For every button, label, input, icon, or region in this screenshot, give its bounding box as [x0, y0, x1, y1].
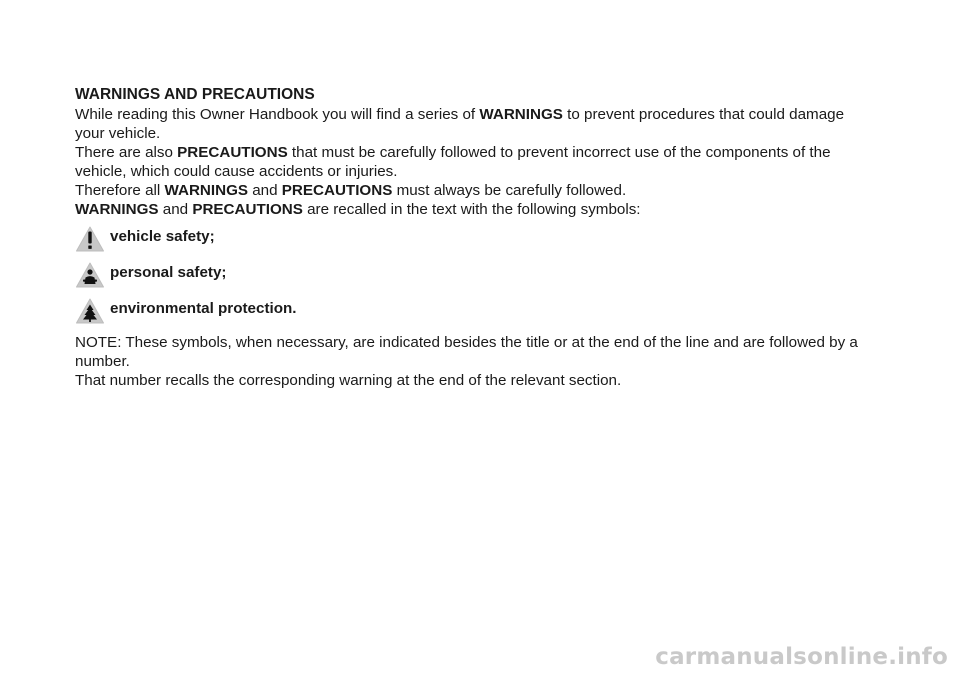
precautions-term: PRECAUTIONS	[192, 201, 303, 218]
symbol-label: personal safety;	[110, 263, 227, 281]
symbol-label: vehicle safety;	[110, 227, 215, 245]
symbol-row-vehicle-safety	[75, 223, 875, 255]
precautions-paragraph: There are also PRECAUTIONS that must be carefully followed to prevent incorrect use of the components of the vehicle, which could cause accidents or injuries.	[75, 144, 831, 180]
note-block	[75, 333, 875, 390]
note-line: That number recalls the corresponding warning at the end of the relevant section.	[75, 372, 622, 389]
watermark: carmanualsonline.info	[655, 644, 948, 670]
tree-warning-icon	[75, 297, 105, 325]
person-warning-icon	[75, 261, 105, 289]
section-heading: WARNINGS AND PRECAUTIONS	[75, 86, 315, 103]
symbols-intro-paragraph: WARNINGS and PRECAUTIONS are recalled in the text with the following symbols:	[75, 201, 641, 218]
warnings-term: WARNINGS	[164, 182, 249, 199]
symbol-label: environmental protection.	[110, 299, 297, 317]
symbol-row-personal-safety	[75, 259, 875, 291]
exclamation-warning-icon	[75, 225, 105, 253]
follow-paragraph: Therefore all WARNINGS and PRECAUTIONS must always be carefully followed.	[75, 182, 627, 199]
note-line: NOTE: These symbols, when necessary, are indicated besides the title or at the end of the line and are followed by a number.	[75, 334, 858, 370]
warnings-term: WARNINGS	[479, 106, 563, 123]
symbol-row-environmental-protection	[75, 295, 875, 327]
intro-paragraph: While reading this Owner Handbook you will find a series of WARNINGS to prevent procedures that could damage your vehicle.	[75, 106, 845, 142]
warnings-term: WARNINGS	[75, 201, 159, 218]
precautions-term: PRECAUTIONS	[281, 182, 393, 199]
precautions-term: PRECAUTIONS	[177, 144, 288, 161]
document-body	[75, 85, 875, 390]
